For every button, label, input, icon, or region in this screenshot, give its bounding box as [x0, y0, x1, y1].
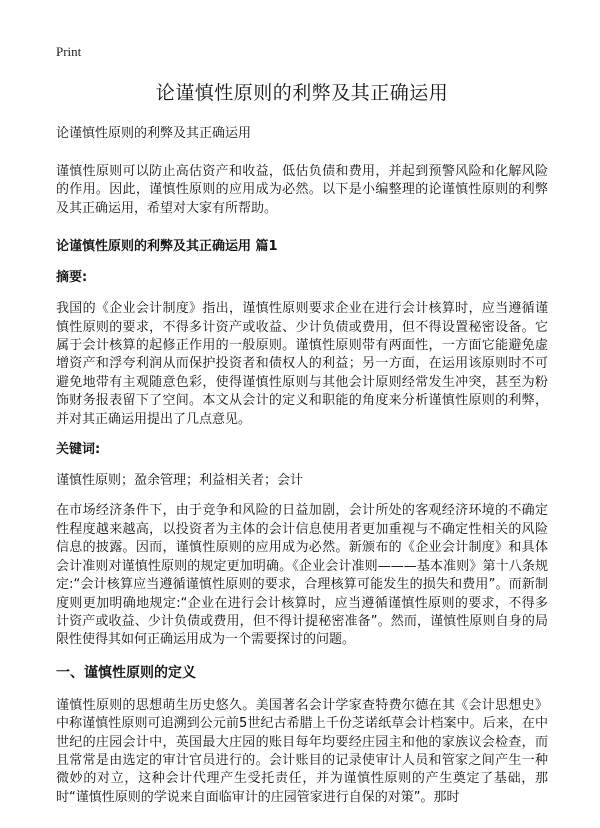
- body-paragraph: 在市场经济条件下，由于竞争和风险的日益加剧，会计所处的客观经济环境的不确定性程度越来越高，以投资者为主体的会计信息使用者更加重视与不确定性相关的风险信息的披露。因而，谨慎性原则的应用成为必然。新颁布的《企业会计制度》和具体会计准则对谨慎性原则的规定更加明确。《企业会计准则———基本准则》第十八条规定:“会计核算应当遵循谨慎性原则的要求，合理核算可能发生的损失和费用”。而新制度则更加明确地规定:“企业在进行会计核算时，应当遵循谨慎性原则的要求，不得多计资产或收益、少计负债或费用，但不得计提秘密准备”。然而，谨慎性原则自身的局限性使得其如何正确运用成为一个需要探讨的问题。: [56, 503, 548, 648]
- keywords-label: 关键词:: [56, 442, 101, 458]
- document-subtitle: 论谨慎性原则的利弊及其正确运用: [56, 126, 252, 141]
- document-page: [56, 70, 548, 819]
- abstract-paragraph: 我国的《企业会计制度》指出，谨慎性原则要求企业在进行会计核算时，应当遵循谨慎性原则的要求，不得多计资产或收益、少计负债或费用，但不得设置秘密设备。它属于会计核算的起修正作用的一般原则。谨慎性原则带有两面性，一方面它能避免虚增资产和浮夸利润从而保护投资者和债权人的利益；另一方面，在运用该原则时不可避免地带有主观随意色彩，使得谨慎性原则与其他会计原则经常发生冲突，甚至为粉饰财务报表留下了空间。本文从会计的定义和职能的角度来分析谨慎性原则的利弊，并对其正确运用提出了几点意见。: [56, 301, 548, 427]
- abstract-label: 摘要:: [56, 270, 88, 286]
- document-title: 论谨慎性原则的利弊及其正确运用: [155, 82, 449, 104]
- section1-paragraph: 谨慎性原则的思想萌生历史悠久。美国著名会计学家查特费尔德在其《会计思想史》中称谨慎性原则可追溯到公元前5世纪古希腊上千份芝诺纸草会计档案中。后来，在中世纪的庄园会计中，英国最大庄园的账目每年均要经庄园主和他的家族议会检查，而且常常是由选定的审计官员进行的。会计账目的记录使审计人员和管家之间产生一种微妙的对立，这种会计代理产生受托责任，并为谨慎性原则的产生奠定了基础，那时“谨慎性原则的学说来自面临审计的庄园管家进行自保的对策”。那时: [56, 697, 548, 805]
- print-link[interactable]: Print: [56, 44, 82, 59]
- section-heading: 论谨慎性原则的利弊及其正确运用 篇1: [56, 239, 278, 255]
- section1-heading: 一、谨慎性原则的定义: [56, 664, 196, 681]
- intro-paragraph: 谨慎性原则可以防止高估资产和收益，低估负债和费用，并起到预警风险和化解风险的作用。因此，谨慎性原则的应用成为必然。以下是小编整理的论谨慎性原则的利弊及其正确运用，希望对大家有所帮助。: [56, 164, 548, 216]
- keywords-paragraph: 谨慎性原则；盈余管理；利益相关者；会计: [56, 473, 304, 489]
